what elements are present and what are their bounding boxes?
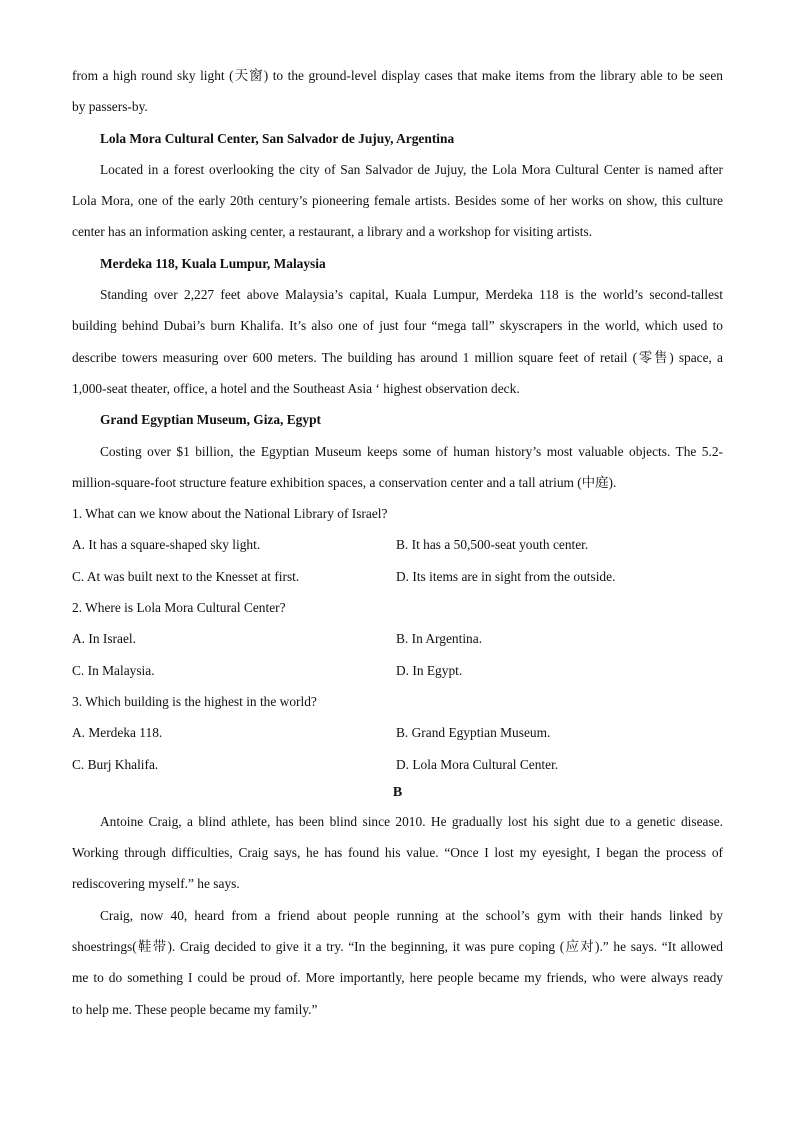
option-row [72, 717, 723, 748]
option-c: C. Burj Khalifa. [72, 756, 159, 772]
option-d: D. Its items are in sight from the outside. [396, 568, 616, 584]
body-line: rediscovering myself.” he says. [72, 876, 240, 892]
body-line: Craig, now 40, heard from a friend about people running at the school’s gym with their hands linked by [100, 907, 723, 923]
body-line: Antoine Craig, a blind athlete, has been blind since 2010. He gradually lost his sight due to a genetic disease. [100, 813, 723, 829]
page-content [72, 60, 723, 1025]
body-line: Standing over 2,227 feet above Malaysia’s capital, Kuala Lumpur, Merdeka 118 is the world’s second-tallest [100, 287, 723, 303]
question-stem: 3. Which building is the highest in the world? [72, 693, 317, 709]
option-c: C. At was built next to the Knesset at first. [72, 568, 300, 584]
body-line: by passers-by. [72, 99, 148, 115]
option-row [72, 529, 723, 560]
body-line: Lola Mora, one of the early 20th century’s pioneering female artists. Besides some of her works on show, this culture [72, 193, 723, 209]
body-line: Working through difficulties, Craig says, he has found his value. “Once I lost my eyesight, I began the process of [72, 845, 723, 861]
body-line: to help me. These people became my family.” [72, 1001, 318, 1017]
option-d: D. Lola Mora Cultural Center. [396, 756, 559, 772]
section-heading-lola-mora: Lola Mora Cultural Center, San Salvador de Jujuy, Argentina [100, 130, 455, 146]
question-stem: 2. Where is Lola Mora Cultural Center? [72, 600, 286, 616]
body-line: describe towers measuring over 600 meters. The building has around 1 million square feet of retail (零售) space, a [72, 349, 723, 365]
body-line: 1,000-seat theater, office, a hotel and the Southeast Asia ‘ highest observation deck. [72, 380, 520, 396]
body-line: Costing over $1 billion, the Egyptian Museum keeps some of human history’s most valuable objects. The 5.2- [100, 443, 723, 459]
option-b: B. Grand Egyptian Museum. [396, 725, 551, 741]
section-heading-merdeka: Merdeka 118, Kuala Lumpur, Malaysia [100, 255, 326, 271]
body-line: Located in a forest overlooking the city of San Salvador de Jujuy, the Lola Mora Cultural Center is named after [100, 161, 723, 177]
option-b: B. In Argentina. [396, 631, 483, 647]
body-line: million-square-foot structure feature exhibition spaces, a conservation center and a tall atrium (中庭). [72, 474, 617, 490]
option-d: D. In Egypt. [396, 662, 463, 678]
option-b: B. It has a 50,500-seat youth center. [396, 537, 589, 553]
option-row [72, 655, 723, 686]
option-row [72, 561, 723, 592]
option-a: A. In Israel. [72, 631, 136, 647]
option-a: A. It has a square-shaped sky light. [72, 537, 261, 553]
body-line: me to do something I could be proud of. More importantly, here people became my friends, who were always ready [72, 970, 723, 986]
body-line: from a high round sky light (天窗) to the ground-level display cases that make items from the library able to be seen [72, 68, 723, 83]
question-stem: 1. What can we know about the National Library of Israel? [72, 506, 388, 522]
body-line: shoestrings(鞋带). Craig decided to give it a try. “In the beginning, it was pure coping (应对).” he says. “It allowed [72, 939, 723, 955]
section-heading-gem: Grand Egyptian Museum, Giza, Egypt [100, 412, 321, 428]
option-row [72, 623, 723, 654]
option-c: C. In Malaysia. [72, 662, 155, 678]
option-row [72, 749, 723, 780]
body-line: center has an information asking center, a restaurant, a library and a workshop for visiting artists. [72, 224, 593, 240]
section-label-b: B [392, 784, 403, 800]
body-line: building behind Dubai’s burn Khalifa. It’s also one of just four “mega tall” skyscrapers in the world, which used to [72, 318, 723, 334]
option-a: A. Merdeka 118. [72, 725, 163, 741]
